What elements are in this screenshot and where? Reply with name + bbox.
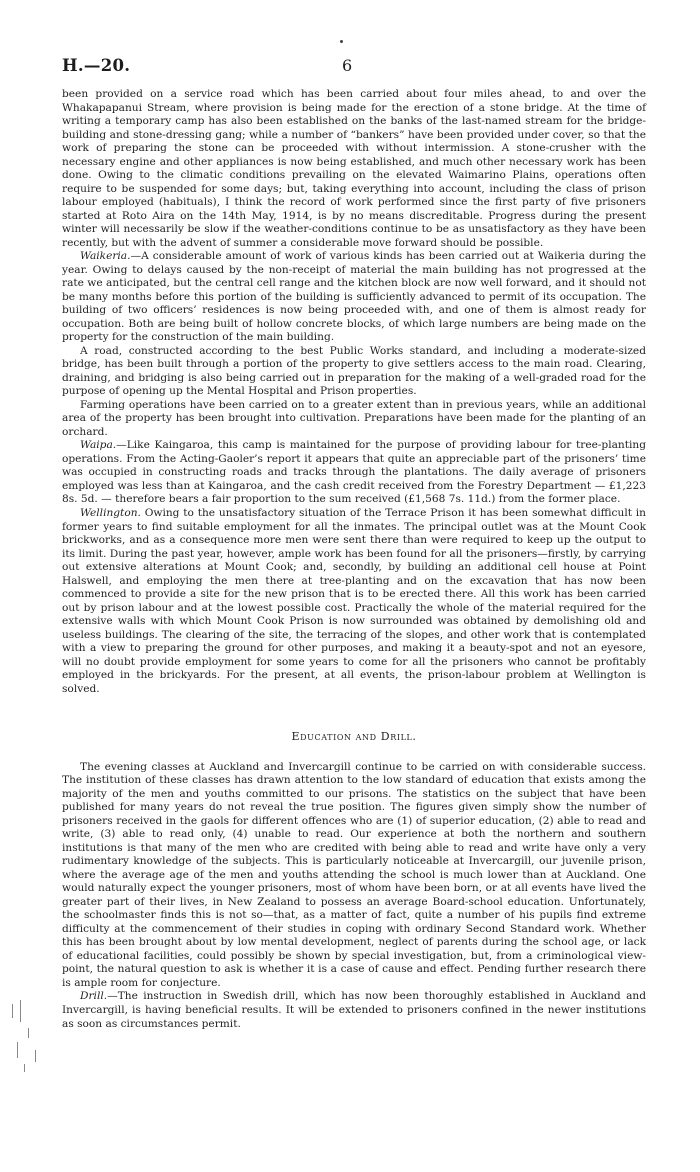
page-speck (340, 40, 343, 43)
document-reference: H.—20. (62, 56, 131, 75)
paragraph-text: been provided on a service road which has been carried about four miles ahead, to and over the Whakapapanui Stream, where provision is being made for the erection of a stone bridge. At the time of writing a temporary camp has also been established on the banks of the last-named stream for the bridge-building and stone-dressing gang; while a number of “bankers” have been provided under cover, so that the work of preparing the stone can be proceeded with without intermission. A stone-crusher with the necessary engine and other appliances is now being established, and much other necessary work has been done. Owing to the climatic conditions prevailing on the elevated Waimarino Plains, operations often require to be suspended for some days; but, taking everything into account, including the class of prison labour employed (habituals), I think the record of work performed since the first party of five prisoners started at Roto Aira on the 14th May, 1914, is by no means discreditable. Progress during the present winter will necessarily be slow if the weather-conditions continue to be as unsatisfactory as they have been recently, but with the advent of summer a considerable move forward should be possible. (62, 88, 646, 249)
paragraph-waikeria (62, 250, 646, 345)
paragraph-drill (62, 990, 646, 1031)
margin-scan-marks (8, 998, 48, 1078)
section-heading-education-drill: Education and Drill. (291, 730, 417, 744)
page-header (62, 56, 646, 80)
paragraph-text: —A considerable amount of work of various kinds has been carried out at Waikeria during the year. Owing to delays caused by the non-receipt of material the main building has not progressed at the rate we anticipated, but the central cell range and the kitchen block are now well forward, and it should not be many months before this portion of the building is sufficiently advanced to permit of its occupation. The building of two officers’ residences is now being proceeded with, and one of them is almost ready for occupation. Both are being built of hollow concrete blocks, of which large numbers are being made on the property for the construction of the main building. (62, 250, 646, 344)
paragraph-lead-waipa: Waipa. (80, 439, 117, 452)
paragraph-text: The evening classes at Auckland and Invercargill continue to be carried on with considerable success. The institution of these classes has drawn attention to the low standard of education that exists among the majority of the men and youths committed to our prisons. The statistics on the subject that have been published for many years do not reveal the true position. The figures given simply show the number of prisoners received in the gaols for different offences who are (1) of superior education, (2) able to read and write, (3) able to read only, (4) unable to read. Our experience at both the northern and southern institutions is that many of the men who are credited with being able to read and write have only a very rudimentary knowledge of the subjects. This is particularly noticeable at Invercargill, our juvenile prison, where the average age of the men and youths attending the school is much lower than at Auckland. One would naturally expect the younger prisoners, most of whom have been born, or at all events have lived the greater part of their lives, in New Zealand to possess an average Board-school education. Unfortunately, the schoolmaster finds this is not so—that, as a matter of fact, quite a number of his pupils find extreme difficulty at the commencement of their studies in coping with ordinary Second Standard work. Whether this has been brought about by low mental development, neglect of parents during the school age, or lack of educational facilities, could possibly be shown by special investigation, but, from a criminological view-point, the natural question to ask is whether it is a case of cause and effect. Pending further research there is ample room for conjecture. (62, 760, 646, 989)
paragraph-lead-wellington: Wellington. (80, 506, 141, 519)
paragraph-text: Owing to the unsatisfactory situation of the Terrace Prison it has been somewhat difficult in former years to find suitable employment for all the inmates. The principal outlet was at the Mount Cook brickworks, and as a consequence more men were sent there than were required to keep up the output to its limit. During the past year, however, ample work has been found for all the prisoners—firstly, by carrying out extensive alterations at Mount Cook; and, secondly, by building an additional cell house at Point Halswell, and employing the men there at tree-planting and on the excavation that has now been commenced to provide a site for the new prison that is to be erected there. All this work has been carried out by prison labour and at the lowest possible cost. Practically the whole of the material required for the extensive walls with which Mount Cook Prison is now surrounded was obtained by demolishing old and useless buildings. The clearing of the site, the terracing of the slopes, and other work that is contemplated with a view to preparing the ground for other purposes, and making it a beauty-spot and not an eyesore, will no doubt provide employment for some years to come for all the prisoners who cannot be profitably employed in the brickyards. For the present, at all events, the prison-labour problem at Wellington is solved. (62, 506, 646, 695)
paragraph-farming (62, 399, 646, 440)
paragraph-text: —The instruction in Swedish drill, which has now been thoroughly established in Auckland and Invercargill, is having beneficial results. It will be extended to prisoners confined in the newer institutions as soon as circumstances permit. (62, 990, 646, 1030)
paragraph-text: A road, constructed according to the best Public Works standard, and including a moderate-sized bridge, has been built through a portion of the property to give settlers access to the main road. Clearing, draining, and bridging is also being carried out in preparation for the making of a well-graded road for the purpose of opening up the Mental Hospital and Prison properties. (62, 344, 646, 398)
paragraph-waipa (62, 439, 646, 507)
paragraph-road-works (62, 88, 646, 250)
paragraph-lead-waikeria: Waikeria. (80, 250, 131, 263)
body-text (62, 88, 646, 1031)
paragraph-text: Farming operations have been carried on to a greater extent than in previous years, while an additional area of the property has been brought into cultivation. Preparations have been made for the planting of an orchard. (62, 398, 646, 438)
page-number: 6 (342, 56, 353, 75)
paragraph-lead-drill: Drill. (80, 990, 108, 1003)
paragraph-wellington (62, 507, 646, 696)
paragraph-evening-classes (62, 761, 646, 991)
paragraph-road-construction (62, 345, 646, 399)
paragraph-text: —Like Kaingaroa, this camp is maintained for the purpose of providing labour for tree-planting operations. From the Acting-Gaoler’s report it appears that quite an appreciable part of the prisoners’ time was occupied in constructing roads and tracks through the plantations. The daily average of prisoners employed was less than at Kaingaroa, and the cash credit received from the Forestry Department — £1,223 8s. 5d. — therefore bears a fair proportion to the sum received (£1,568 7s. 11d.) from the former place. (62, 439, 646, 506)
